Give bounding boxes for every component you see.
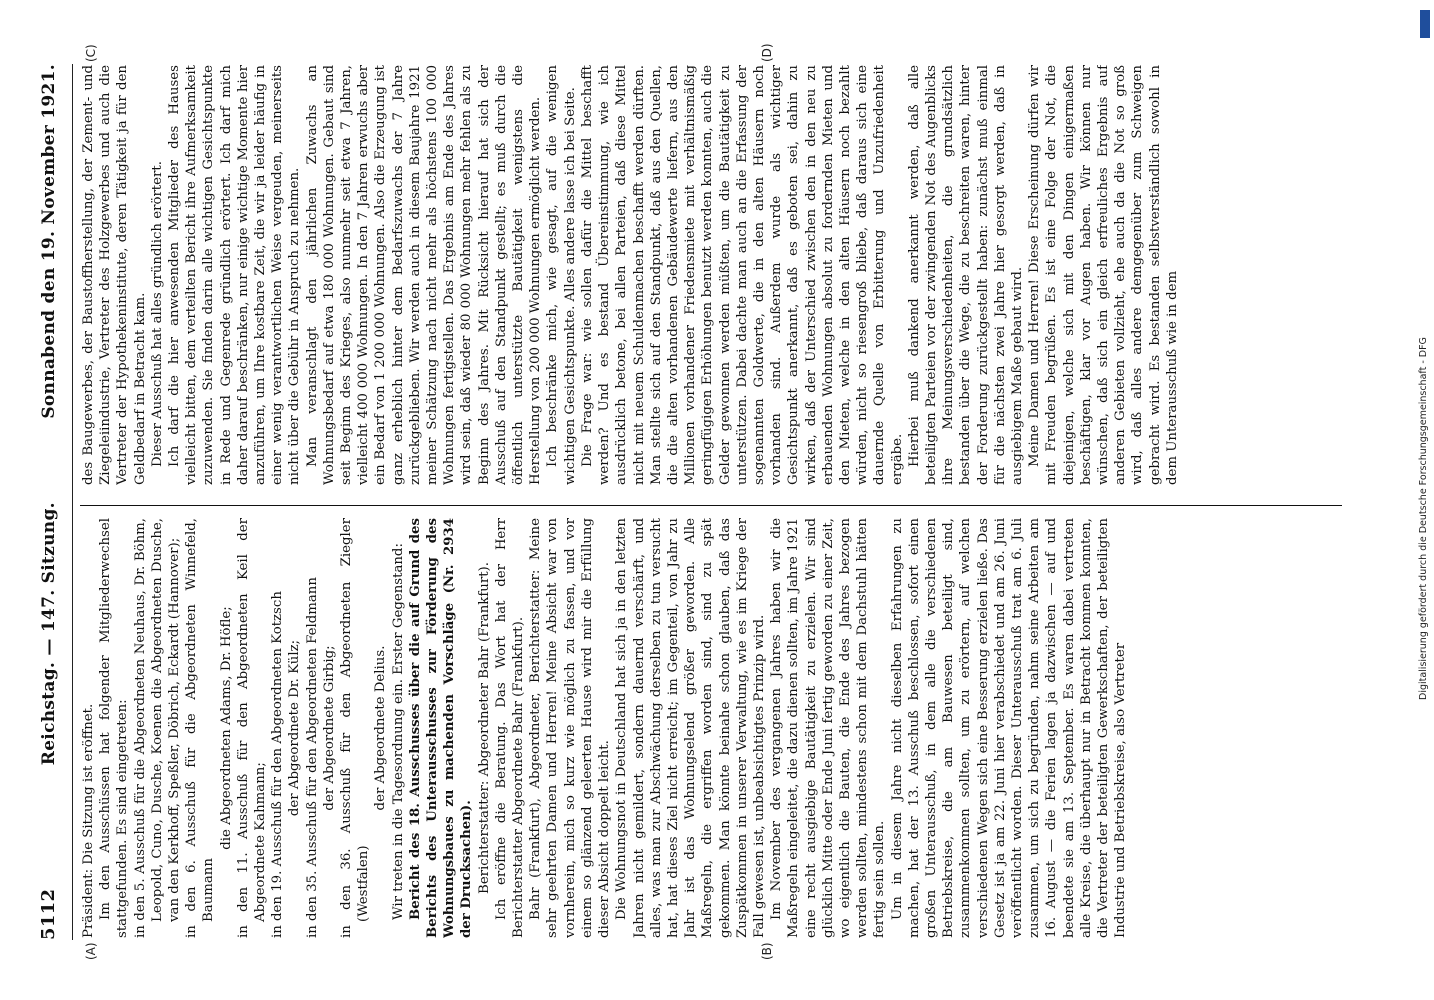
paragraph: Ich beschränke mich, wie gesagt, auf die wenigen wichtigen Gesichtspunkte. Alles andere lasse ich bei Seite. xyxy=(545,65,578,485)
paragraph: Präsident: Die Sitzung ist eröffnet. xyxy=(81,703,96,938)
paragraph: in den 36. Ausschuß für den Abgeordneten Ziegler (Westfalen) xyxy=(339,518,372,938)
paragraph: der Abgeordnete Dr. Külz; xyxy=(287,639,303,817)
margin-marker-b: (B) xyxy=(760,942,774,960)
paragraph: Im November des vergangenen Jahres haben wir die Maßregeln eingeleitet, die dazu dienen sollten, im Jahre 1921 eine recht ausgiebige Bautätigkeit zu erzielen. Wir sind glücklich Mitte oder Ende Juni fertig geworden zu einer Zeit, wo eigentlich die Bauten, die Ende des Jahres bezogen werden sollten, mindestens schon mit dem Dachstuhl hätten fertig sein sollen. xyxy=(769,518,888,938)
margin-marker-c: (C) xyxy=(84,44,98,62)
paragraph: in den 19. Ausschuß für den Abgeordneten Kotzsch xyxy=(270,591,286,938)
page-number: 5112 xyxy=(38,888,59,940)
paragraph: Meine Damen und Herren! Diese Erscheinung dürfen wir mit Freuden begrüßen. Es ist eine Folge der Not, die diejenigen, welche sich mit den Dingen einigermaßen beschäftigen, klar vor Augen haben. Wir können nur wünschen, daß sich ein gleich erfreuliches Ergebnis auf anderen Gebieten vollzieht, ehe auch da die Not so groß wird, daß alles andere demgegenüber zum Schweigen gebracht wird. Es bestanden selbstverständlich sowohl in dem Unterausschuß wie in dem xyxy=(1027,65,1180,485)
digitization-credit-text: Digitalisierung gefördert durch die Deutsche Forschungsgemeinschaft - DFG xyxy=(1418,337,1429,700)
agenda-item-title: Bericht des 18. Ausschusses über die auf Grund des Berichts des Unterausschusses zur Förderung des Wohnungsbaues zu machenden Vorschläge (Nr. 2934 der Drucksachen). xyxy=(407,518,475,938)
paragraph: Die Frage war: wie sollen dafür die Mittel beschafft werden? Und es bestand Übereinstimmung, wie ich ausdrücklich betone, bei allen Parteien, daß diese Mittel nicht mit neuem Schuldenmachen beschafft werden dürften. Man stellte sich auf den Standpunkt, daß aus den Quellen, die die alten vorhandenen Gebäudewerte liefern, aus den Millionen vorhandener Friedensmiete mit verhältnismäßig geringfügigen Erhöhungen benutzt werden konnten, auch die Gelder gewonnen werden müßten, um die Bautätigkeit zu unterstützen. Dabei dachte man auch an die Erfassung der sogenannten Goldwerte, die in den alten Häusern noch vorhanden sind. Außerdem wurde als wichtiger Gesichtspunkt anerkannt, daß es geboten sei, dahin zu wirken, daß der Unterschied zwischen den in den neu zu erbauenden Wohnungen absolut zu fordernden Mieten und den Mieten, welche in den alten Häusern noch bezahlt würden, nicht so riesengroß bliebe, daß daraus sich eine dauernde Quelle von Erbitterung und Unzufriedenheit ergäbe. xyxy=(579,65,905,485)
margin-marker-a: (A) xyxy=(84,942,98,960)
paragraph: der Abgeordnete Delius. xyxy=(373,645,389,811)
paragraph: Um in diesem Jahre nicht dieselben Erfahrungen zu machen, hat der 13. Ausschuß beschlossen, sofort einen großen Unterausschuß, in dem alle die verschiedenen Betriebskreise, die am Bauwesen beteiligt sind, zusammenkommen sollten, um zu erörtern, auf welchen verschiedenen Wegen sich eine Besserung erzielen ließe. Das Gesetz ist ja am 22. Juni hier verabschiedet und am 26. Juni veröffentlicht worden. Dieser Unterausschuß trat am 6. Juli zusammen, um sich zu begründen, nahm seine Arbeiten am 16. August — die Ferien lagen ja dazwischen — auf und beendete sie am 13. September. Es waren dabei vertreten alle Kreise, die überhaupt nur in Betracht kommen konnten, die Vertreter der beteiligten Gewerkschaften, der beteiligten Industrie und Betriebskreise, also Vertreter xyxy=(889,518,1129,938)
left-column xyxy=(80,518,1342,938)
paragraph: Hierbei muß dankend anerkannt werden, daß alle beteiligten Parteien vor der zwingenden Not des Augenblicks ihre Meinungsverschiedenheiten, die grundsätzlich bestanden über die Wege, die zu beschreiten waren, hinter der Forderung zurückgestellt haben: zunächst muß einmal für die nächsten zwei Jahre hier gesorgt werden, daß in ausgiebigem Maße gebaut wird. xyxy=(906,65,1025,485)
paragraph: in den 11. Ausschuß für den Abgeordneten Keil der Abgeordnete Kahmann; xyxy=(235,518,269,938)
paragraph: die Abgeordneten Adams, Dr. Höfle; xyxy=(218,606,234,850)
margin-marker-d: (D) xyxy=(760,43,774,62)
page-header xyxy=(38,64,70,940)
header-date: Sonnabend den 19. November 1921. xyxy=(39,64,59,419)
header-rule xyxy=(72,64,73,940)
paragraph: Ich eröffne die Beratung. Das Wort hat der Herr Berichterstatter Abgeordnete Bahr (Frankfurt). xyxy=(493,518,527,938)
paragraph: Die Wohnungsnot in Deutschland hat sich ja in den letzten Jahren nicht gemildert, sondern dauernd verschärft, und alles, was man zur Abschwächung derselben zu tun versucht hat, hat dieses Ziel nicht erreicht; im Gegenteil, von Jahr zu Jahr ist das Wohnungselend größer geworden. Alle Maßregeln, die ergriffen worden sind, sind zu spät gekommen. Man könnte beinahe schon glauben, daß das Zuspätkommen in unserer Verwaltung, wie es im Kriege der Fall gewesen ist, unbeabsichtigtes Prinzip wird. xyxy=(614,518,767,938)
digitization-credit xyxy=(1418,0,1430,1000)
paragraph: Wir treten in die Tagesordnung ein. Erster Gegenstand: xyxy=(390,543,406,920)
paragraph: des Baugewerbes, der Baustoffherstellung, der Zement- und Ziegeleiindustrie, Vertreter des Holzgewerbes und auch die Vertreter der Hypothekeninstitute, deren Tätigkeit ja für den Geldbedarf in Betracht kam. xyxy=(81,65,148,485)
paragraph: Dieser Ausschuß hat alles gründlich erörtert. xyxy=(149,161,165,467)
paragraph: Bahr (Frankfurt), Abgeordneter, Berichterstatter: Meine sehr geehrten Damen und Herren! Meine Absicht war von vornherein, mich so kurz wie möglich zu fassen, und vor einem so glänzend geleerten Hause wird mir die Erfüllung dieser Absicht doppelt leicht. xyxy=(528,518,613,938)
paragraph: Man veranschlagt den jährlichen Zuwachs an Wohnungsbedarf auf etwa 180 000 Wohnungen. Gebaut sind seit Beginn des Krieges, also nunmehr seit etwa 7 Jahren, vielleicht 400 000 Wohnungen. In den 7 Jahren erwuchs aber ein Bedarf von 1 200 000 Wohnungen. Also die Erzeugung ist ganz erheblich hinter dem Bedarfszuwachs der 7 Jahre zurückgeblieben. Wir werden auch in diesem Baujahre 1921 meiner Schätzung nach nicht mehr als höchstens 100 000 Wohnungen fertigstellen. Das Ergebnis am Ende des Jahres wird sein, daß wieder 80 000 Wohnungen mehr fehlen als zu Beginn des Jahres. Mit Rücksicht hierauf hat sich der Ausschuß auf den Standpunkt gestellt; es muß durch die öffentlich unterstützte Bautätigkeit wenigstens die Herstellung von 200 000 Wohnungen ermöglicht werden. xyxy=(304,65,544,485)
paragraph: Ich darf die hier anwesenden Mitglieder des Hauses vielleicht bitten, dem verteilten Bericht ihre Aufmerksamkeit zuzuwenden. Sie finden darin alle wichtigen Gesichtspunkte in Rede und Gegenrede gründlich erörtert. Ich darf mich daher darauf beschränken, nur einige wichtige Momente hier anzuführen, um Ihre kostbare Zeit, die wir ja leider häufig in einer wenig verantwortlichen Weise vergeuden, meinerseits nicht über die Gebühr in Anspruch zu nehmen. xyxy=(167,65,303,485)
paragraph: Berichterstatter: Abgeordneter Bahr (Frankfurt). xyxy=(476,562,492,894)
paragraph: in den 5. Ausschuß für die Abgeordneten Neuhaus, Dr. Böhm, Leopold, Cuno, Dusche, Koenen die Abgeordneten Dusche, van den Kerkhoff, Speßler, Döbrich, Eckardt (Hannover); xyxy=(132,518,183,938)
header-session: Reichstag. — 147. Sitzung. xyxy=(39,502,59,766)
paragraph: der Abgeordnete Girbig; xyxy=(321,645,337,811)
paragraph: in den 35. Ausschuß für den Abgeordneten Feldmann xyxy=(304,577,320,938)
right-column xyxy=(80,65,1342,485)
paragraph: Im den Ausschüssen hat folgender Mitgliederwechsel stattgefunden. Es sind eingetreten: xyxy=(98,518,131,938)
column-divider xyxy=(80,505,1342,506)
paragraph: in den 6. Ausschuß für die Abgeordneten Winnefeld, Baumann xyxy=(184,518,217,938)
